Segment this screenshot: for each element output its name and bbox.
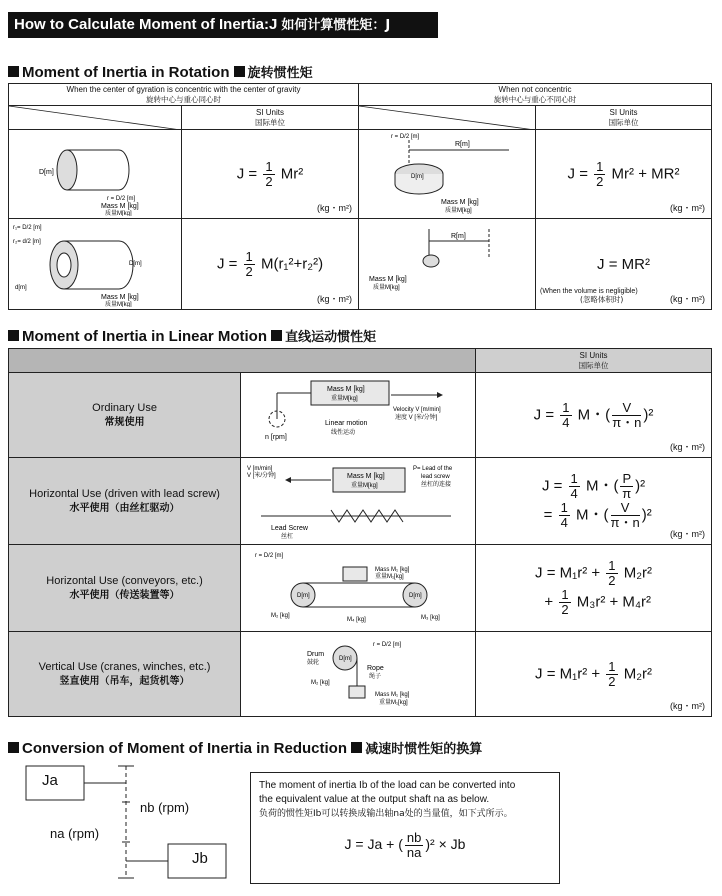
non-concentric-header-cn: 旋转中心与重心不同心时 bbox=[493, 94, 577, 104]
si-text: SI Units bbox=[579, 350, 608, 360]
rotation-heading-cn: 旋转惯性矩 bbox=[247, 66, 313, 81]
svg-text:Mass M [kg]: Mass M [kg] bbox=[369, 276, 407, 283]
linear-table bbox=[8, 348, 712, 717]
na-label: na (rpm) bbox=[50, 826, 100, 841]
lead-screw-icon bbox=[241, 458, 475, 542]
svg-text:Velocity V [m/min]: Velocity V [m/min] bbox=[393, 407, 441, 413]
svg-text:线性运动: 线性运动 bbox=[331, 430, 356, 436]
svg-text:D[m]: D[m] bbox=[409, 593, 422, 599]
row-label-cn: 水平使用（传送装置等） bbox=[69, 589, 180, 601]
non-concentric-header-text: When not concentric bbox=[498, 84, 572, 94]
svg-text:Lead Screw: Lead Screw bbox=[271, 525, 309, 532]
hollow-cylinder-figure bbox=[9, 219, 182, 310]
svg-text:Mass M [kg]: Mass M [kg] bbox=[441, 199, 479, 206]
svg-text:r₁= D/2 [m]: r₁= D/2 [m] bbox=[13, 225, 42, 231]
svg-text:M₂ [kg]: M₂ [kg] bbox=[311, 680, 330, 686]
crane-drum-icon bbox=[241, 632, 475, 714]
si-units-header-2 bbox=[536, 106, 712, 130]
svg-text:Rope: Rope bbox=[367, 665, 384, 672]
svg-text:r = D/2 [m]: r = D/2 [m] bbox=[107, 196, 136, 202]
row-label-cn: 竖直使用（吊车，起货机等） bbox=[59, 675, 190, 687]
formula-solid-cylinder: J = $\frac{1}{2}$ Mr² (kg・m²) bbox=[182, 130, 359, 219]
point-mass-icon bbox=[359, 219, 535, 307]
svg-text:丝杠的连接: 丝杠的连接 bbox=[421, 482, 452, 488]
bullet-square-icon bbox=[8, 330, 19, 341]
unit-label: (kg・m²) bbox=[670, 294, 705, 304]
banner-title: How to Calculate Moment of Inertia:J bbox=[14, 16, 278, 33]
formula-lead-screw: J = $\frac{1}{4}$ M・( $\frac{P}{\pi}$ )² = $\frac{1}{4}$ M・( $\frac{V}{\pi・n}$ )² (kg・m²) bbox=[476, 458, 712, 545]
diagonal-line bbox=[9, 106, 181, 130]
linear-header-blank bbox=[9, 349, 476, 373]
svg-text:Mass M [kg]: Mass M [kg] bbox=[101, 294, 139, 301]
formula-ordinary: J = $\frac{1}{4}$ M・( $\frac{V}{\pi・n}$ )² (kg・m²) bbox=[476, 373, 712, 458]
svg-text:Drum: Drum bbox=[307, 651, 325, 658]
row-label-ordinary bbox=[9, 373, 241, 458]
conversion-heading-text: Conversion of Moment of Inertia in Reduction bbox=[22, 740, 348, 757]
svg-text:M₂ [kg]: M₂ [kg] bbox=[271, 613, 290, 619]
svg-text:d[m]: d[m] bbox=[15, 285, 27, 291]
svg-text:M₃ [kg]: M₃ [kg] bbox=[421, 615, 440, 621]
svg-text:n [rpm]: n [rpm] bbox=[265, 434, 287, 441]
row-label-text: Ordinary Use bbox=[92, 401, 157, 414]
bullet-square-icon bbox=[8, 66, 19, 77]
row-label-conveyor bbox=[9, 545, 241, 632]
svg-text:D[m]: D[m] bbox=[411, 174, 424, 180]
bullet-square-icon bbox=[351, 742, 362, 753]
svg-text:Mass M [kg]: Mass M [kg] bbox=[347, 473, 385, 480]
svg-text:r = D/2 [m]: r = D/2 [m] bbox=[373, 642, 402, 648]
svg-text:重量M[kg]: 重量M[kg] bbox=[331, 396, 358, 402]
svg-text:M₄ [kg]: M₄ [kg] bbox=[347, 617, 366, 623]
negligible-volume-note-cn: (忽略体积时) bbox=[580, 295, 624, 304]
conversion-text-cn: 负荷的惯性矩Ib可以转换成输出轴na处的当量值，如下式所示。 bbox=[259, 809, 513, 819]
conveyor-figure bbox=[241, 545, 476, 632]
si-cn: 国际单位 bbox=[578, 360, 609, 370]
svg-text:质量M[kg]: 质量M[kg] bbox=[105, 211, 132, 216]
svg-text:D[m]: D[m] bbox=[339, 656, 352, 662]
svg-text:丝杠: 丝杠 bbox=[281, 534, 294, 540]
formula-vertical: J = M₁r² + $\frac{1}{2}$ M₂r² (kg・m²) bbox=[476, 632, 712, 717]
svg-text:绳子: 绳子 bbox=[369, 674, 382, 680]
svg-text:重量M₁[kg]: 重量M₁[kg] bbox=[375, 574, 404, 580]
svg-text:r = D/2 [m]: r = D/2 [m] bbox=[391, 134, 420, 140]
svg-text:Mass M [kg]: Mass M [kg] bbox=[327, 386, 365, 393]
ordinary-figure bbox=[241, 373, 476, 458]
svg-text:质量M[kg]: 质量M[kg] bbox=[105, 302, 132, 307]
linear-heading-cn: 直线运动惯性矩 bbox=[285, 330, 377, 345]
formula-offset-disc: J = $\frac{1}{2}$ Mr² + MR² (kg・m²) bbox=[536, 130, 712, 219]
concentric-header-cn: 旋转中心与重心同心时 bbox=[146, 94, 221, 104]
formula-conveyor: J = M₁r² + $\frac{1}{2}$ M₂r² + $\frac{1}{2}$ M₃r² + M₄r² bbox=[476, 545, 712, 632]
bullet-square-icon bbox=[271, 330, 282, 341]
diag-cell bbox=[9, 106, 182, 130]
unit-label: (kg・m²) bbox=[317, 294, 352, 304]
bullet-square-icon bbox=[8, 742, 19, 753]
svg-text:鼓轮: 鼓轮 bbox=[307, 660, 320, 666]
linear-heading bbox=[8, 326, 376, 345]
row-label-text: Vertical Use (cranes, winches, etc.) bbox=[38, 660, 211, 673]
svg-text:D[m]: D[m] bbox=[297, 593, 310, 599]
row-label-vertical bbox=[9, 632, 241, 717]
page-banner bbox=[8, 12, 438, 38]
svg-text:r₂= d/2 [m]: r₂= d/2 [m] bbox=[13, 239, 41, 245]
svg-text:质量M[kg]: 质量M[kg] bbox=[373, 285, 400, 291]
unit-label: (kg・m²) bbox=[670, 701, 705, 711]
svg-text:V [m/min]: V [m/min] bbox=[247, 466, 273, 472]
svg-text:P= Lead of the: P= Lead of the bbox=[413, 466, 453, 472]
negligible-volume-note: (When the volume is negligible) bbox=[540, 288, 638, 295]
diag-cell-2 bbox=[359, 106, 536, 130]
conversion-formula: J = Ja + ( $\frac{nb}{na}$ )² × Jb bbox=[344, 830, 466, 860]
concentric-header bbox=[9, 84, 359, 106]
banner-title-cn: 如何计算惯性矩：J bbox=[281, 18, 391, 33]
svg-text:Linear motion: Linear motion bbox=[325, 420, 368, 427]
svg-text:Mass M₁ [kg]: Mass M₁ [kg] bbox=[375, 567, 410, 573]
si-cn: 国际单位 bbox=[255, 117, 285, 127]
solid-cylinder-figure bbox=[9, 130, 182, 219]
si-text: SI Units bbox=[609, 107, 638, 117]
row-label-text: Horizontal Use (driven with lead screw) bbox=[29, 487, 220, 500]
svg-text:Mass M [kg]: Mass M [kg] bbox=[101, 203, 139, 210]
rotation-table bbox=[8, 83, 712, 310]
si-cn: 国际单位 bbox=[608, 117, 639, 127]
diagonal-line bbox=[359, 106, 535, 130]
row-label-cn: 常规使用 bbox=[104, 416, 145, 428]
svg-text:质量M[kg]: 质量M[kg] bbox=[445, 208, 472, 214]
bullet-square-icon bbox=[234, 66, 245, 77]
offset-disc-icon bbox=[359, 130, 535, 216]
conversion-textbox bbox=[250, 772, 560, 884]
svg-text:D[m]: D[m] bbox=[39, 169, 54, 176]
nb-label: nb (rpm) bbox=[140, 800, 190, 815]
unit-label: (kg・m²) bbox=[670, 529, 705, 539]
conversion-text-1: The moment of inertia Ib of the load can be converted into bbox=[259, 780, 516, 791]
rotation-heading bbox=[8, 62, 313, 81]
conveyor-icon bbox=[241, 545, 475, 629]
linear-heading-text: Moment of Inertia in Linear Motion bbox=[22, 328, 267, 345]
unit-label: (kg・m²) bbox=[317, 203, 352, 213]
lead-screw-figure bbox=[241, 458, 476, 545]
row-label-text: Horizontal Use (conveyors, etc.) bbox=[46, 574, 203, 587]
unit-label: (kg・m²) bbox=[670, 442, 705, 452]
point-mass-figure bbox=[359, 219, 536, 310]
row-label-cn: 水平使用（由丝杠驱动） bbox=[69, 502, 180, 514]
svg-text:R[m]: R[m] bbox=[451, 233, 466, 240]
svg-text:重量M₁[kg]: 重量M₁[kg] bbox=[379, 700, 408, 706]
unit-label: (kg・m²) bbox=[670, 203, 705, 213]
rotation-heading-text: Moment of Inertia in Rotation bbox=[22, 64, 230, 81]
ordinary-use-icon bbox=[241, 373, 475, 455]
svg-text:V [米/分钟]: V [米/分钟] bbox=[247, 473, 276, 479]
conversion-heading bbox=[8, 738, 482, 757]
ja-label: Ja bbox=[42, 772, 58, 789]
formula-point-mass: J = MR² (When the volume is negligible) (忽略体积时) (kg・m²) bbox=[536, 219, 712, 310]
conversion-text-2: the equivalent value at the output shaft na as below. bbox=[259, 794, 490, 805]
solid-cylinder-icon bbox=[9, 130, 181, 216]
row-label-lead-screw bbox=[9, 458, 241, 545]
svg-text:D[m]: D[m] bbox=[129, 261, 142, 267]
si-units-header-1 bbox=[182, 106, 359, 130]
concentric-header-text: When the center of gyration is concentric with the center of gravity bbox=[66, 84, 301, 94]
si-text: SI Units bbox=[255, 107, 284, 117]
svg-text:Mass M₁ [kg]: Mass M₁ [kg] bbox=[375, 692, 410, 698]
linear-si-header bbox=[476, 349, 712, 373]
formula-hollow-cylinder: J = $\frac{1}{2}$ M(r₁²+r₂²) (kg・m²) bbox=[182, 219, 359, 310]
svg-text:重量M[kg]: 重量M[kg] bbox=[351, 483, 378, 489]
hollow-cylinder-icon bbox=[9, 219, 181, 307]
svg-text:速度 V [米/分钟]: 速度 V [米/分钟] bbox=[395, 415, 438, 421]
svg-text:lead screw: lead screw bbox=[421, 474, 450, 480]
offset-disc-figure bbox=[359, 130, 536, 219]
vertical-figure bbox=[241, 632, 476, 717]
non-concentric-header bbox=[359, 84, 712, 106]
conversion-heading-cn: 减速时惯性矩的换算 bbox=[365, 742, 483, 757]
svg-text:R[m]: R[m] bbox=[455, 141, 470, 148]
jb-label: Jb bbox=[192, 850, 208, 867]
svg-text:r = D/2 [m]: r = D/2 [m] bbox=[255, 553, 284, 559]
